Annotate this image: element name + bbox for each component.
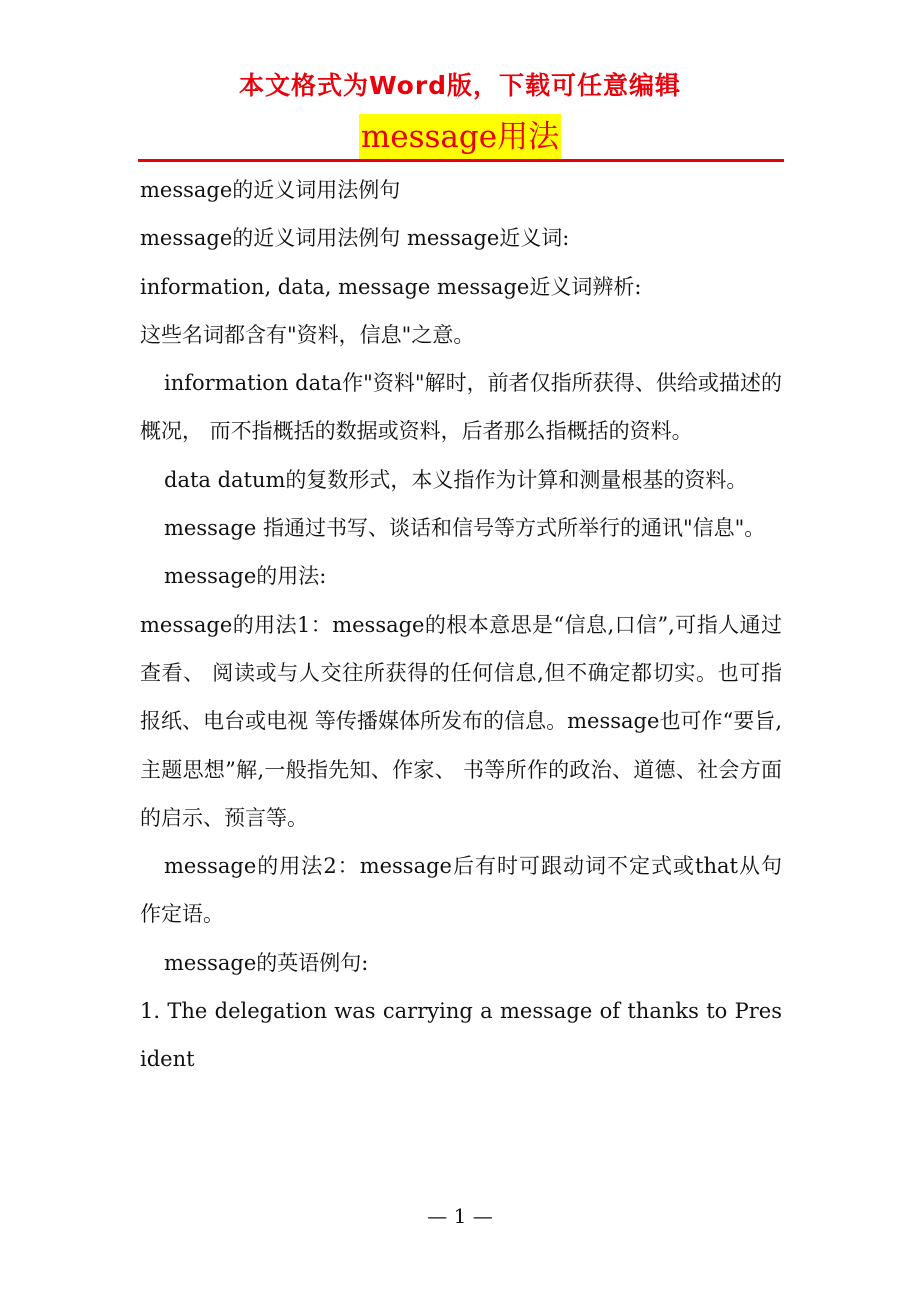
format-banner: 本文格式为Word版，下载可任意编辑 [238,71,682,100]
paragraph-2: message的近义词用法例句 message近义词: [140,226,570,251]
paragraph-12: 1. The delegation was carrying a message of thanks to President [140,999,782,1072]
paragraph-1: message的近义词用法例句 [140,178,401,202]
paragraph-7: message 指通过书写、谈话和信号等方式所举行的通讯"信息"。 [164,516,766,541]
paragraph-5: information data作"资料"解时，前者仅指所获得、供给或描述的概况， 而不指概括的数据或资料，后者那么指概括的资料。 [140,371,782,444]
paragraph-11: message的英语例句: [164,950,369,975]
paragraph-9: message的用法1：message的根本意思是“信息,口信”,可指人通过查看、 阅读或与人交往所获得的任何信息,但不确定都切实。也可指报纸、电台或电视 等传播媒体所发布的信息。message也可作“要旨,主题思想”解,一般指先知、作家、 书等所作的政治、道德、社会方面的启示、预言等。 [140,612,782,830]
paragraph-10: message的用法2：message后有时可跟动词不定式或that从句作定语。 [140,854,782,927]
paragraph-3: information, data, message message近义词辨析: [140,274,642,299]
paragraph-4: 这些名词都含有"资料，信息"之意。 [140,322,475,347]
document-body [140,166,782,1084]
title-container [0,114,920,160]
page-number: — 1 — [427,1204,493,1228]
paragraph-6: data datum的复数形式，本义指作为计算和测量根基的资料。 [164,467,748,492]
page-title: message用法 [359,114,561,160]
paragraph-8: message的用法: [164,564,327,589]
header-divider [138,159,784,162]
